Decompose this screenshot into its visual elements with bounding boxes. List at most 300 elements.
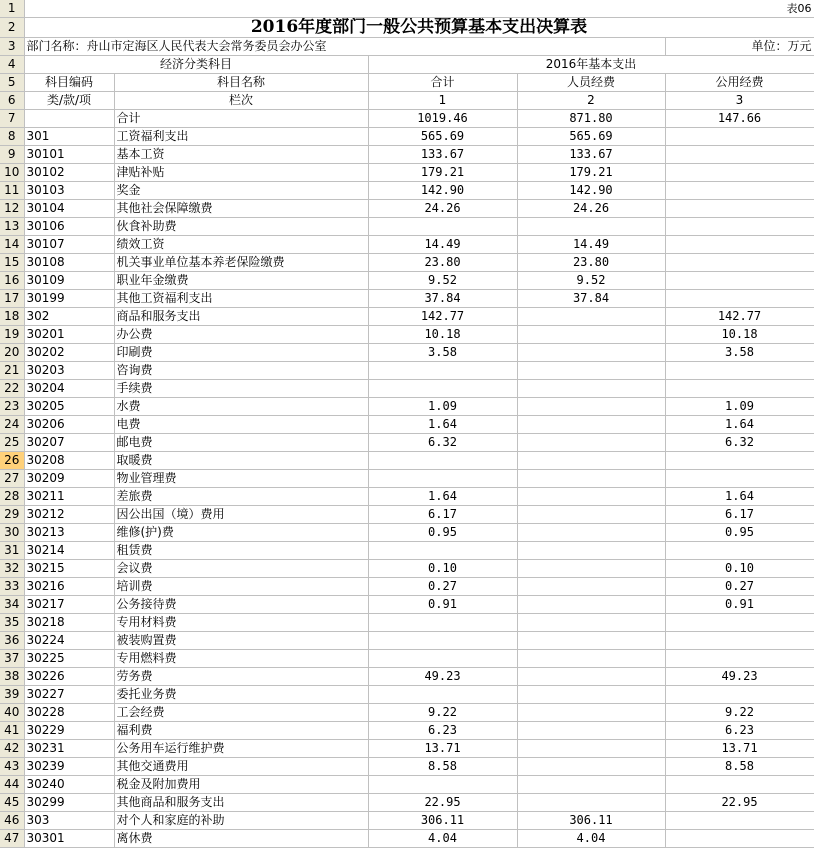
public-cell[interactable] <box>665 452 814 470</box>
code-cell[interactable]: 30201 <box>24 326 114 344</box>
name-cell[interactable]: 合计 <box>114 110 368 128</box>
table-row <box>0 506 814 524</box>
code-cell[interactable]: 30228 <box>24 704 114 722</box>
table-row <box>0 830 814 848</box>
personnel-cell[interactable]: 179.21 <box>517 164 665 182</box>
total-cell[interactable]: 1019.46 <box>368 110 517 128</box>
row-header[interactable]: 13 <box>0 218 24 236</box>
table-row <box>0 758 814 776</box>
total-cell[interactable] <box>368 380 517 398</box>
public-cell[interactable]: 8.58 <box>665 758 814 776</box>
row-header[interactable]: 16 <box>0 272 24 290</box>
total-cell[interactable]: 6.32 <box>368 434 517 452</box>
name-cell[interactable]: 其他社会保障缴费 <box>114 200 368 218</box>
row-header[interactable]: 42 <box>0 740 24 758</box>
row-header[interactable]: 4 <box>0 56 24 74</box>
code-cell[interactable]: 30215 <box>24 560 114 578</box>
name-cell[interactable]: 专用材料费 <box>114 614 368 632</box>
public-cell[interactable] <box>665 182 814 200</box>
name-cell[interactable]: 其他商品和服务支出 <box>114 794 368 812</box>
code-cell[interactable]: 301 <box>24 128 114 146</box>
code-cell[interactable]: 302 <box>24 308 114 326</box>
row-header[interactable]: 20 <box>0 344 24 362</box>
table-row <box>0 740 814 758</box>
name-cell[interactable]: 公务用车运行维护费 <box>114 740 368 758</box>
public-cell[interactable] <box>665 776 814 794</box>
row-5 <box>0 74 814 92</box>
row-header[interactable]: 30 <box>0 524 24 542</box>
code-cell[interactable]: 30239 <box>24 758 114 776</box>
total-cell[interactable]: 23.80 <box>368 254 517 272</box>
public-cell[interactable] <box>665 272 814 290</box>
table-row <box>0 272 814 290</box>
public-cell[interactable]: 6.32 <box>665 434 814 452</box>
total-cell[interactable]: 22.95 <box>368 794 517 812</box>
table-row <box>0 578 814 596</box>
code-cell[interactable]: 30109 <box>24 272 114 290</box>
total-cell[interactable]: 179.21 <box>368 164 517 182</box>
public-cell[interactable] <box>665 218 814 236</box>
row-header[interactable]: 12 <box>0 200 24 218</box>
table-row <box>0 218 814 236</box>
name-cell[interactable]: 对个人和家庭的补助 <box>114 812 368 830</box>
personnel-cell[interactable] <box>517 506 665 524</box>
row-header[interactable]: 8 <box>0 128 24 146</box>
table-row <box>0 146 814 164</box>
public-cell[interactable] <box>665 380 814 398</box>
header-level[interactable]: 类/款/项 <box>24 92 114 110</box>
row-header[interactable]: 38 <box>0 668 24 686</box>
personnel-cell[interactable] <box>517 470 665 488</box>
code-cell[interactable]: 30229 <box>24 722 114 740</box>
name-cell[interactable]: 职业年金缴费 <box>114 272 368 290</box>
public-cell[interactable]: 1.64 <box>665 488 814 506</box>
table-row <box>0 632 814 650</box>
code-cell[interactable]: 30203 <box>24 362 114 380</box>
row-header[interactable]: 10 <box>0 164 24 182</box>
total-cell[interactable] <box>368 614 517 632</box>
public-cell[interactable] <box>665 650 814 668</box>
total-cell[interactable]: 6.17 <box>368 506 517 524</box>
total-cell[interactable]: 0.10 <box>368 560 517 578</box>
row-header[interactable]: 44 <box>0 776 24 794</box>
total-cell[interactable] <box>368 776 517 794</box>
row-header[interactable]: 21 <box>0 362 24 380</box>
code-cell[interactable]: 30204 <box>24 380 114 398</box>
personnel-cell[interactable] <box>517 578 665 596</box>
public-cell[interactable] <box>665 686 814 704</box>
name-cell[interactable]: 办公费 <box>114 326 368 344</box>
row-header[interactable]: 6 <box>0 92 24 110</box>
personnel-cell[interactable] <box>517 650 665 668</box>
header-total[interactable]: 合计 <box>368 74 517 92</box>
total-cell[interactable]: 1.09 <box>368 398 517 416</box>
name-cell[interactable]: 基本工资 <box>114 146 368 164</box>
total-cell[interactable]: 6.23 <box>368 722 517 740</box>
header-basic-expense[interactable]: 2016年基本支出 <box>368 56 814 74</box>
header-code[interactable]: 科目编码 <box>24 74 114 92</box>
name-cell[interactable]: 伙食补助费 <box>114 218 368 236</box>
total-cell[interactable]: 8.58 <box>368 758 517 776</box>
code-cell[interactable]: 303 <box>24 812 114 830</box>
personnel-cell[interactable] <box>517 524 665 542</box>
public-cell[interactable] <box>665 470 814 488</box>
public-cell[interactable] <box>665 542 814 560</box>
table-row <box>0 488 814 506</box>
total-cell[interactable]: 0.91 <box>368 596 517 614</box>
name-cell[interactable]: 培训费 <box>114 578 368 596</box>
row-header[interactable]: 40 <box>0 704 24 722</box>
personnel-cell[interactable]: 14.49 <box>517 236 665 254</box>
name-cell[interactable]: 维修(护)费 <box>114 524 368 542</box>
code-cell[interactable]: 30107 <box>24 236 114 254</box>
personnel-cell[interactable] <box>517 704 665 722</box>
personnel-cell[interactable] <box>517 596 665 614</box>
row-header[interactable]: 46 <box>0 812 24 830</box>
code-cell[interactable]: 30209 <box>24 470 114 488</box>
row-header[interactable]: 26 <box>0 452 24 470</box>
row-header[interactable]: 14 <box>0 236 24 254</box>
code-cell[interactable]: 30212 <box>24 506 114 524</box>
total-cell[interactable] <box>368 632 517 650</box>
name-cell[interactable]: 其他交通费用 <box>114 758 368 776</box>
total-cell[interactable] <box>368 452 517 470</box>
personnel-cell[interactable]: 133.67 <box>517 146 665 164</box>
total-cell[interactable] <box>368 362 517 380</box>
public-cell[interactable]: 142.77 <box>665 308 814 326</box>
name-cell[interactable]: 租赁费 <box>114 542 368 560</box>
public-cell[interactable] <box>665 614 814 632</box>
row-header[interactable]: 23 <box>0 398 24 416</box>
name-cell[interactable]: 公务接待费 <box>114 596 368 614</box>
code-cell[interactable]: 30224 <box>24 632 114 650</box>
total-cell[interactable]: 306.11 <box>368 812 517 830</box>
code-cell[interactable] <box>24 110 114 128</box>
name-cell[interactable]: 福利费 <box>114 722 368 740</box>
public-cell[interactable] <box>665 812 814 830</box>
department-label[interactable]: 部门名称：舟山市定海区人民代表大会常务委员会办公室 <box>24 38 665 56</box>
personnel-cell[interactable]: 9.52 <box>517 272 665 290</box>
header-name[interactable]: 科目名称 <box>114 74 368 92</box>
name-cell[interactable]: 被装购置费 <box>114 632 368 650</box>
personnel-cell[interactable] <box>517 218 665 236</box>
code-cell[interactable]: 30103 <box>24 182 114 200</box>
code-cell[interactable]: 30231 <box>24 740 114 758</box>
total-cell[interactable] <box>368 650 517 668</box>
name-cell[interactable]: 电费 <box>114 416 368 434</box>
table-row <box>0 200 814 218</box>
row-header[interactable]: 47 <box>0 830 24 848</box>
personnel-cell[interactable] <box>517 308 665 326</box>
name-cell[interactable]: 商品和服务支出 <box>114 308 368 326</box>
personnel-cell[interactable] <box>517 686 665 704</box>
personnel-cell[interactable] <box>517 452 665 470</box>
public-cell[interactable]: 147.66 <box>665 110 814 128</box>
name-cell[interactable]: 水费 <box>114 398 368 416</box>
header-personnel[interactable]: 人员经费 <box>517 74 665 92</box>
public-cell[interactable]: 1.64 <box>665 416 814 434</box>
row-header[interactable]: 37 <box>0 650 24 668</box>
code-cell[interactable]: 30218 <box>24 614 114 632</box>
table-row <box>0 794 814 812</box>
personnel-cell[interactable] <box>517 740 665 758</box>
table-row <box>0 776 814 794</box>
public-cell[interactable]: 9.22 <box>665 704 814 722</box>
code-cell[interactable]: 30217 <box>24 596 114 614</box>
row-header[interactable]: 7 <box>0 110 24 128</box>
name-cell[interactable]: 工资福利支出 <box>114 128 368 146</box>
header-col-2[interactable]: 2 <box>517 92 665 110</box>
row-header[interactable]: 36 <box>0 632 24 650</box>
public-cell[interactable] <box>665 128 814 146</box>
total-cell[interactable]: 9.22 <box>368 704 517 722</box>
row-header[interactable]: 22 <box>0 380 24 398</box>
personnel-cell[interactable] <box>517 326 665 344</box>
code-cell[interactable]: 30211 <box>24 488 114 506</box>
total-cell[interactable]: 1.64 <box>368 488 517 506</box>
table-row <box>0 254 814 272</box>
table-row <box>0 542 814 560</box>
table-row <box>0 524 814 542</box>
personnel-cell[interactable]: 306.11 <box>517 812 665 830</box>
personnel-cell[interactable] <box>517 344 665 362</box>
table-row <box>0 614 814 632</box>
row-header[interactable]: 41 <box>0 722 24 740</box>
row-header[interactable]: 18 <box>0 308 24 326</box>
table-row <box>0 596 814 614</box>
row-header[interactable]: 11 <box>0 182 24 200</box>
personnel-cell[interactable] <box>517 794 665 812</box>
code-cell[interactable]: 30104 <box>24 200 114 218</box>
table-row <box>0 416 814 434</box>
personnel-cell[interactable] <box>517 722 665 740</box>
total-cell[interactable]: 13.71 <box>368 740 517 758</box>
personnel-cell[interactable]: 142.90 <box>517 182 665 200</box>
name-cell[interactable]: 专用燃料费 <box>114 650 368 668</box>
total-cell[interactable]: 14.49 <box>368 236 517 254</box>
total-cell[interactable]: 133.67 <box>368 146 517 164</box>
row-header[interactable]: 32 <box>0 560 24 578</box>
total-cell[interactable]: 142.90 <box>368 182 517 200</box>
name-cell[interactable]: 绩效工资 <box>114 236 368 254</box>
table-row <box>0 326 814 344</box>
personnel-cell[interactable] <box>517 542 665 560</box>
public-cell[interactable] <box>665 290 814 308</box>
code-cell[interactable]: 30301 <box>24 830 114 848</box>
code-cell[interactable]: 30208 <box>24 452 114 470</box>
code-cell[interactable]: 30213 <box>24 524 114 542</box>
table-row <box>0 704 814 722</box>
public-cell[interactable] <box>665 146 814 164</box>
public-cell[interactable] <box>665 632 814 650</box>
code-cell[interactable]: 30205 <box>24 398 114 416</box>
personnel-cell[interactable] <box>517 776 665 794</box>
code-cell[interactable]: 30214 <box>24 542 114 560</box>
personnel-cell[interactable] <box>517 416 665 434</box>
public-cell[interactable] <box>665 362 814 380</box>
code-cell[interactable]: 30199 <box>24 290 114 308</box>
name-cell[interactable]: 奖金 <box>114 182 368 200</box>
table-row <box>0 362 814 380</box>
personnel-cell[interactable] <box>517 362 665 380</box>
name-cell[interactable]: 因公出国（境）费用 <box>114 506 368 524</box>
name-cell[interactable]: 差旅费 <box>114 488 368 506</box>
public-cell[interactable]: 0.91 <box>665 596 814 614</box>
header-public[interactable]: 公用经费 <box>665 74 814 92</box>
name-cell[interactable]: 津贴补贴 <box>114 164 368 182</box>
total-cell[interactable]: 565.69 <box>368 128 517 146</box>
row-header[interactable]: 28 <box>0 488 24 506</box>
public-cell[interactable] <box>665 236 814 254</box>
personnel-cell[interactable] <box>517 434 665 452</box>
row-header[interactable]: 17 <box>0 290 24 308</box>
code-cell[interactable]: 30225 <box>24 650 114 668</box>
personnel-cell[interactable] <box>517 380 665 398</box>
name-cell[interactable]: 邮电费 <box>114 434 368 452</box>
code-cell[interactable]: 30207 <box>24 434 114 452</box>
public-cell[interactable]: 3.58 <box>665 344 814 362</box>
public-cell[interactable]: 6.23 <box>665 722 814 740</box>
total-cell[interactable]: 9.52 <box>368 272 517 290</box>
code-cell[interactable]: 30226 <box>24 668 114 686</box>
total-cell[interactable]: 0.27 <box>368 578 517 596</box>
row-header[interactable]: 27 <box>0 470 24 488</box>
row-header[interactable]: 39 <box>0 686 24 704</box>
public-cell[interactable] <box>665 254 814 272</box>
table-row <box>0 650 814 668</box>
name-cell[interactable]: 委托业务费 <box>114 686 368 704</box>
public-cell[interactable]: 1.09 <box>665 398 814 416</box>
total-cell[interactable]: 142.77 <box>368 308 517 326</box>
name-cell[interactable]: 机关事业单位基本养老保险缴费 <box>114 254 368 272</box>
public-cell[interactable]: 0.95 <box>665 524 814 542</box>
personnel-cell[interactable]: 871.80 <box>517 110 665 128</box>
code-cell[interactable]: 30216 <box>24 578 114 596</box>
total-cell[interactable]: 10.18 <box>368 326 517 344</box>
row-header[interactable]: 5 <box>0 74 24 92</box>
total-cell[interactable]: 0.95 <box>368 524 517 542</box>
total-cell[interactable]: 24.26 <box>368 200 517 218</box>
public-cell[interactable] <box>665 164 814 182</box>
code-cell[interactable]: 30206 <box>24 416 114 434</box>
table-row <box>0 452 814 470</box>
code-cell[interactable]: 30102 <box>24 164 114 182</box>
name-cell[interactable]: 离休费 <box>114 830 368 848</box>
personnel-cell[interactable]: 565.69 <box>517 128 665 146</box>
row-header[interactable]: 24 <box>0 416 24 434</box>
row-header[interactable]: 29 <box>0 506 24 524</box>
name-cell[interactable]: 印刷费 <box>114 344 368 362</box>
row-header[interactable]: 45 <box>0 794 24 812</box>
total-cell[interactable]: 37.84 <box>368 290 517 308</box>
row-header[interactable]: 15 <box>0 254 24 272</box>
code-cell[interactable]: 30227 <box>24 686 114 704</box>
total-cell[interactable]: 1.64 <box>368 416 517 434</box>
personnel-cell[interactable] <box>517 758 665 776</box>
code-cell[interactable]: 30240 <box>24 776 114 794</box>
code-cell[interactable]: 30101 <box>24 146 114 164</box>
public-cell[interactable]: 49.23 <box>665 668 814 686</box>
personnel-cell[interactable]: 23.80 <box>517 254 665 272</box>
personnel-cell[interactable] <box>517 614 665 632</box>
name-cell[interactable]: 其他工资福利支出 <box>114 290 368 308</box>
personnel-cell[interactable]: 4.04 <box>517 830 665 848</box>
name-cell[interactable]: 会议费 <box>114 560 368 578</box>
code-cell[interactable]: 30108 <box>24 254 114 272</box>
name-cell[interactable]: 劳务费 <box>114 668 368 686</box>
row-header[interactable]: 2 <box>0 18 24 38</box>
table-row <box>0 308 814 326</box>
personnel-cell[interactable] <box>517 668 665 686</box>
row-header[interactable]: 19 <box>0 326 24 344</box>
code-cell[interactable]: 30202 <box>24 344 114 362</box>
total-cell[interactable] <box>368 686 517 704</box>
personnel-cell[interactable] <box>517 398 665 416</box>
table-row <box>0 560 814 578</box>
row-header[interactable]: 9 <box>0 146 24 164</box>
name-cell[interactable]: 取暖费 <box>114 452 368 470</box>
personnel-cell[interactable] <box>517 488 665 506</box>
code-cell[interactable]: 30106 <box>24 218 114 236</box>
name-cell[interactable]: 工会经费 <box>114 704 368 722</box>
sheet-title[interactable]: 2016年度部门一般公共预算基本支出决算表 <box>24 18 814 38</box>
personnel-cell[interactable]: 24.26 <box>517 200 665 218</box>
row-header[interactable]: 31 <box>0 542 24 560</box>
row-header[interactable]: 1 <box>0 0 24 18</box>
header-column[interactable]: 栏次 <box>114 92 368 110</box>
row-header[interactable]: 34 <box>0 596 24 614</box>
total-cell[interactable]: 49.23 <box>368 668 517 686</box>
public-cell[interactable]: 13.71 <box>665 740 814 758</box>
row-header[interactable]: 35 <box>0 614 24 632</box>
public-cell[interactable]: 0.27 <box>665 578 814 596</box>
public-cell[interactable]: 22.95 <box>665 794 814 812</box>
public-cell[interactable]: 10.18 <box>665 326 814 344</box>
public-cell[interactable] <box>665 200 814 218</box>
name-cell[interactable]: 物业管理费 <box>114 470 368 488</box>
name-cell[interactable]: 税金及附加费用 <box>114 776 368 794</box>
table-row <box>0 434 814 452</box>
row-header[interactable]: 43 <box>0 758 24 776</box>
name-cell[interactable]: 咨询费 <box>114 362 368 380</box>
name-cell[interactable]: 手续费 <box>114 380 368 398</box>
header-col-3[interactable]: 3 <box>665 92 814 110</box>
public-cell[interactable] <box>665 830 814 848</box>
header-col-1[interactable]: 1 <box>368 92 517 110</box>
table-row <box>0 722 814 740</box>
total-cell[interactable]: 3.58 <box>368 344 517 362</box>
row-header[interactable]: 33 <box>0 578 24 596</box>
row-header[interactable]: 3 <box>0 38 24 56</box>
total-cell[interactable] <box>368 218 517 236</box>
personnel-cell[interactable] <box>517 632 665 650</box>
unit-label[interactable]: 单位：万元 <box>665 38 814 56</box>
header-econ-class[interactable]: 经济分类科目 <box>24 56 368 74</box>
row-header[interactable]: 25 <box>0 434 24 452</box>
total-cell[interactable] <box>368 470 517 488</box>
total-cell[interactable]: 4.04 <box>368 830 517 848</box>
table-number-label[interactable]: 表06 <box>24 0 814 18</box>
public-cell[interactable]: 6.17 <box>665 506 814 524</box>
total-cell[interactable] <box>368 542 517 560</box>
personnel-cell[interactable]: 37.84 <box>517 290 665 308</box>
code-cell[interactable]: 30299 <box>24 794 114 812</box>
public-cell[interactable]: 0.10 <box>665 560 814 578</box>
table-row <box>0 128 814 146</box>
table-row <box>0 236 814 254</box>
table-row <box>0 380 814 398</box>
personnel-cell[interactable] <box>517 560 665 578</box>
